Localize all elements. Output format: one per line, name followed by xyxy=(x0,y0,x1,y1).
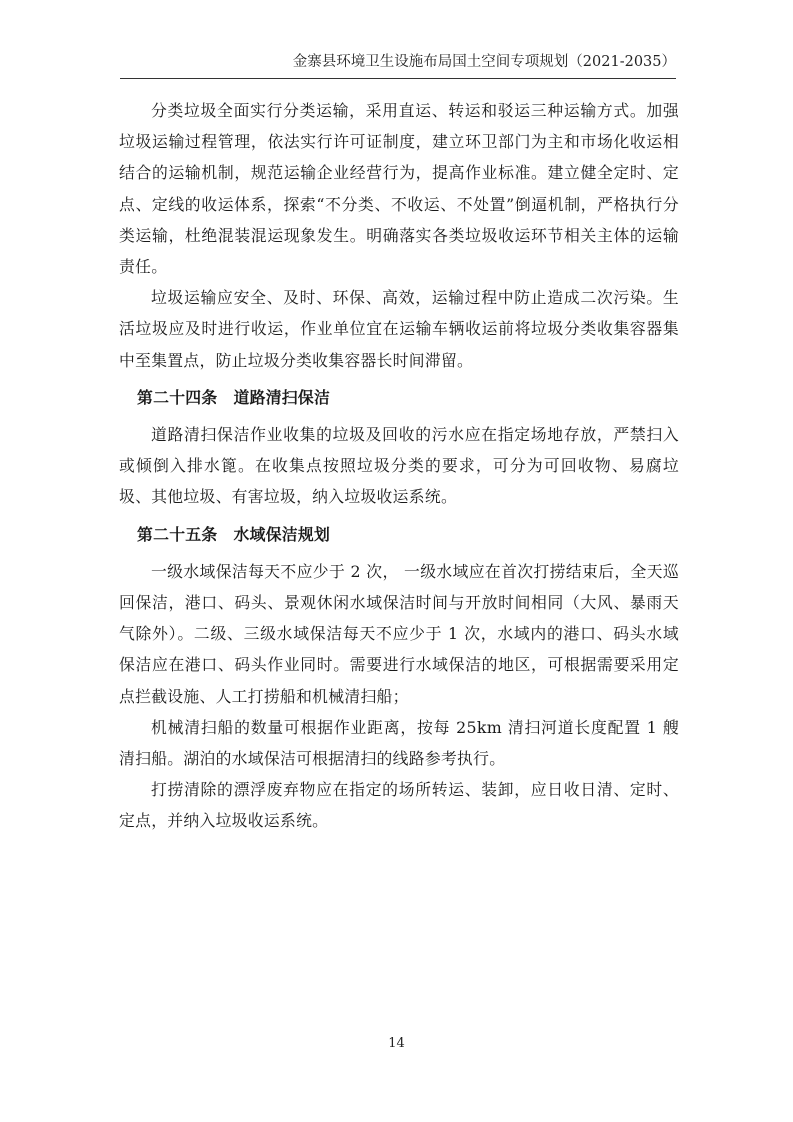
paragraph-road-cleaning: 道路清扫保洁作业收集的垃圾及回收的污水应在指定场地存放，严禁扫入或倾倒入排水篦。在收集点按照垃圾分类的要求，可分为可回收物、易腐垃圾、其他垃圾、有害垃圾，纳入垃圾收运系统。 xyxy=(119,425,679,507)
article-24-number: 第二十四条 xyxy=(137,387,218,407)
document-title: 金寨县环境卫生设施布局国土空间专项规划（2021-2035） xyxy=(292,54,676,70)
article-25-title: 水域保洁规划 xyxy=(233,524,331,544)
article-24-heading xyxy=(119,376,679,419)
page-header xyxy=(120,50,676,79)
paragraph-water-cleaning-frequency: 一级水域保洁每天不应少于 2 次， 一级水域应在首次打捞结束后，全天巡回保洁，港口、码头、景观休闲水域保洁时间与开放时间相同（大风、暴雨天气除外）。二级、三级水域保洁每天不应少于 1 次，水域内的港口、码头水域保洁应在港口、码头作业同时。需要进行水域保洁的地区，可根据需要采用定点拦截设施、人工打捞船和机械清扫船； xyxy=(119,561,679,706)
paragraph-transport-modes: 分类垃圾全面实行分类运输，采用直运、转运和驳运三种运输方式。加强垃圾运输过程管理，依法实行许可证制度，建立环卫部门为主和市场化收运相结合的运输机制，规范运输企业经营行为，提高作业标准。建立健全定时、定点、定线的收运体系，探索“不分类、不收运、不处置”倒逼机制，严格执行分类运输，杜绝混装混运现象发生。明确落实各类垃圾收运环节相关主体的运输责任。 xyxy=(119,101,679,277)
page-number: 14 xyxy=(388,1036,405,1051)
article-25-number: 第二十五条 xyxy=(137,524,218,544)
paragraph-cleaning-boats: 机械清扫船的数量可根据作业距离，按每 25km 清扫河道长度配置 1 艘清扫船。湖泊的水域保洁可根据清扫的线路参考执行。 xyxy=(119,717,679,769)
paragraph-transport-safety: 垃圾运输应安全、及时、环保、高效，运输过程中防止造成二次污染。生活垃圾应及时进行收运，作业单位宜在运输车辆收运前将垃圾分类收集容器集中至集置点，防止垃圾分类收集容器长时间滞留。 xyxy=(119,288,679,370)
document-body xyxy=(119,95,679,837)
paragraph-floating-waste: 打捞清除的漂浮废弃物应在指定的场所转运、装卸，应日收日清、定时、定点，并纳入垃圾收运系统。 xyxy=(119,780,679,831)
article-25-heading xyxy=(119,513,679,556)
article-24-title: 道路清扫保洁 xyxy=(233,387,331,407)
